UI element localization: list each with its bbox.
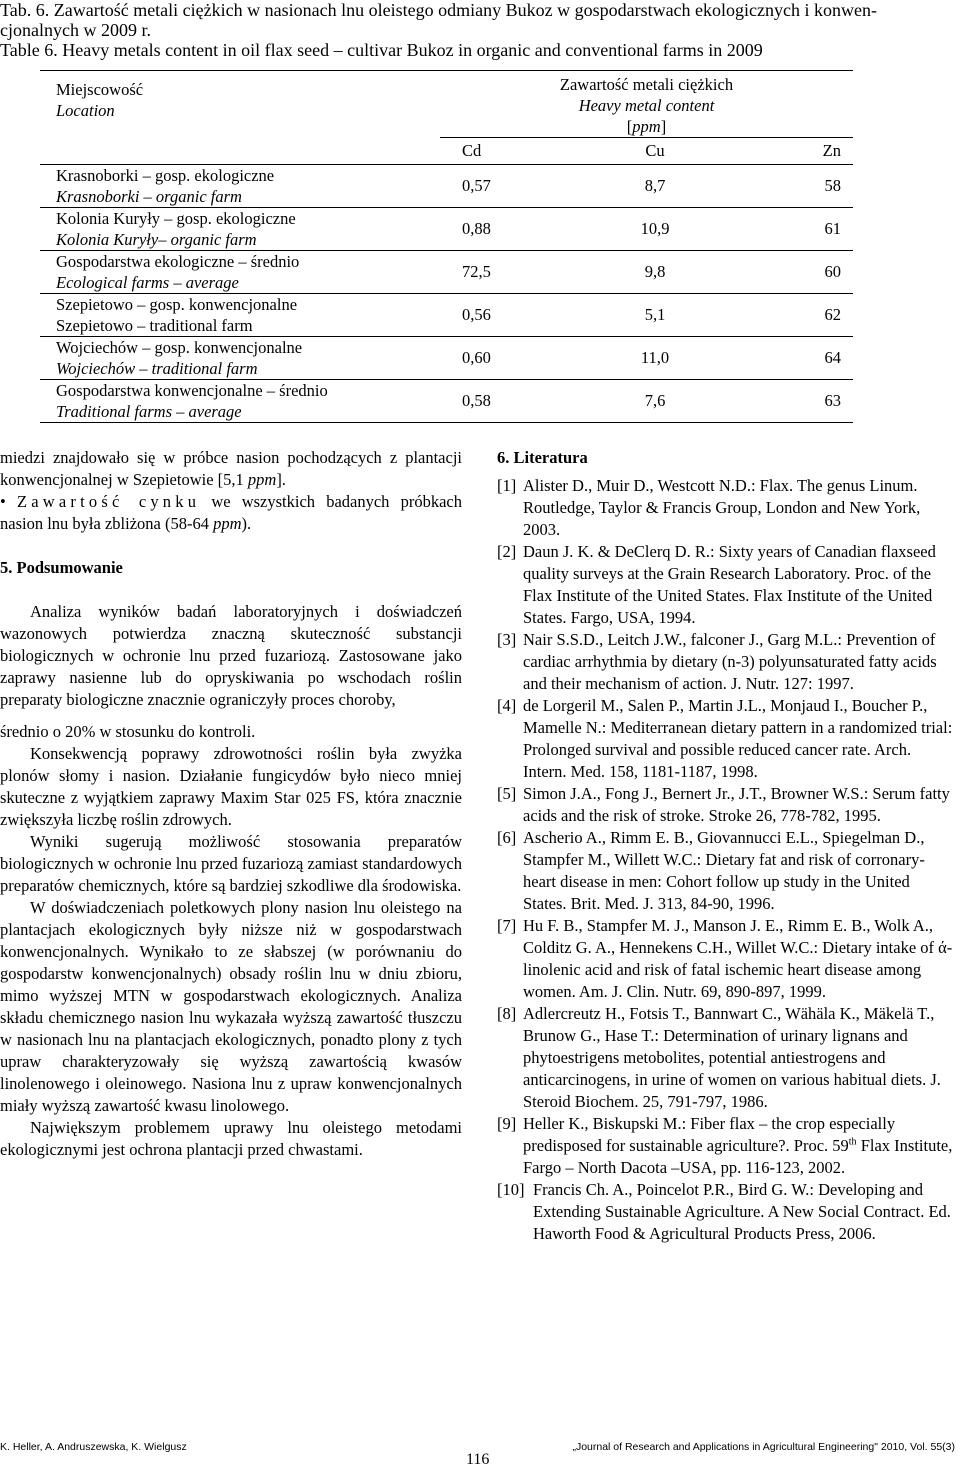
unit-ppm: ppm	[213, 514, 242, 533]
heavy-metals-table	[40, 70, 853, 423]
zn-value: 64	[824, 348, 841, 367]
section-heading-summary: 5. Podsumowanie	[0, 558, 123, 577]
summary-paragraph: W doświadczeniach poletkowych plony nasion lnu oleistego na plantacjach ekologicznych były niższe niż w gospodarstwach konwencjonalnych. Wynikało to ze słabszej (w porównaniu do gospodarstw konwencjonalnych) obsady roślin lnu w dniu zbioru, mimo wyższej MTN w gospodarstwach ekologicznych. Analiza składu chemicznego nasion lnu wykazała wyższą zawartość tłuszczu w nasionach lnu na plantacjach ekologicznych, ponadto plony z tych upraw charakteryzowały się wyższą zawartością kwasów linolenowego i oleinowego. Nasiona lnu z upraw konwencjonalnych miały wyższą zawartość kwasu linolowego.	[0, 898, 462, 1115]
zn-value: 63	[824, 391, 841, 410]
metal-header-en: Heavy metal content	[578, 96, 715, 115]
reference-number: [3]	[497, 630, 517, 649]
cd-value: 0,57	[462, 176, 491, 195]
reference-number: [5]	[497, 784, 517, 803]
reference-text-part: Heller K., Biskupski M.: Fiber flax – the crop especially predisposed for sustainable agriculture?. Proc. 59	[523, 1114, 896, 1155]
reference-item	[497, 475, 955, 541]
cu-value: 8,7	[644, 176, 666, 195]
metal-header-pl: Zawartość metali ciężkich	[559, 75, 734, 94]
cu-value: 7,6	[644, 391, 666, 410]
reference-list	[497, 475, 955, 1245]
reference-item	[497, 629, 955, 695]
zn-value: 60	[824, 262, 841, 281]
continuation-paragraph	[0, 447, 462, 491]
location-en: Krasnoborki – organic farm	[56, 187, 242, 206]
zinc-end: ).	[241, 514, 252, 533]
reference-number: [10]	[497, 1180, 525, 1199]
location-header-pl: Miejscowość	[56, 80, 144, 99]
zinc-text: we wszystkich badanych próbkach nasion lnu była zbliżona (58-64	[0, 492, 462, 533]
footer-authors: K. Heller, A. Andruszewska, K. Wielgusz	[0, 1441, 187, 1453]
cd-value: 0,88	[462, 219, 491, 238]
table-row	[40, 380, 853, 423]
reference-text: Alister D., Muir D., Westcott N.D.: Flax. The genus Linum. Routledge, Taylor & Francis Group, London and New York, 2003.	[523, 476, 921, 539]
reference-number: [8]	[497, 1004, 517, 1023]
reference-number: [7]	[497, 916, 517, 935]
reference-text: Ascherio A., Rimm E. B., Giovannucci E.L., Spiegelman D., Stampfer M., Willett W.C.: Dietary fat and risk of corronary-heart disease in men: Cohort follow up study in the United States. Brit. Med. J. 313, 84-90, 1996.	[523, 828, 925, 913]
location-en: Ecological farms – average	[56, 273, 239, 292]
reference-number: [9]	[497, 1114, 517, 1133]
unit-ppm: ppm	[632, 117, 661, 136]
location-pl: Szepietowo – gosp. konwencjonalne	[56, 295, 298, 314]
caption-polish-line-1: Tab. 6. Zawartość metali ciężkich w nasionach lnu oleistego odmiany Bukoz w gospodarstwach ekologicznych i konwen-	[0, 0, 877, 20]
cd-value: 0,60	[462, 348, 491, 367]
page-number: 116	[466, 1451, 490, 1468]
superscript-th: th	[848, 1136, 857, 1148]
unit-ppm: ppm	[247, 470, 277, 489]
left-column	[0, 447, 462, 1161]
section-heading-literature: 6. Literatura	[497, 448, 588, 467]
summary-paragraph: Wyniki sugerują możliwość stosowania preparatów biologicznych w ochronie lnu przed fuzariozą zamiast standardowych preparatów chemicznych, które są bardziej szkodliwe dla środowiska.	[0, 832, 462, 895]
continuation-end: ].	[276, 470, 286, 489]
table-row	[40, 294, 853, 337]
reference-text: Nair S.S.D., Leitch J.W., falconer J., Garg M.L.: Prevention of cardiac arrhythmia by dietary (n-3) polyunsaturated fatty acids and their mechanism of action. J. Nutr. 127: 1997.	[523, 630, 937, 693]
reference-text: Simon J.A., Fong J., Bernert Jr., J.T., Browner W.S.: Serum fatty acids and the risk of stroke. Stroke 26, 778-782, 1995.	[523, 784, 950, 825]
cu-value: 10,9	[640, 219, 670, 238]
reference-text: Hu F. B., Stampfer M. J., Manson J. E., Rimm E. B., Wolk A., Colditz G. A., Hennekens C.H., Willet W.C.: Dietary intake of ά-linolenic acid and risk of fatal ischemic heart disease among women. Am. J. Clin. Nutr. 69, 890-897, 1999.	[523, 916, 953, 1001]
table-row	[40, 337, 853, 380]
cd-value: 0,58	[462, 391, 491, 410]
right-column	[497, 447, 955, 1245]
location-pl: Gospodarstwa konwencjonalne – średnio	[56, 381, 328, 400]
zinc-bullet	[0, 491, 462, 535]
reference-text	[523, 1113, 955, 1179]
reference-text: Adlercreutz H., Fotsis T., Bannwart C., Wähäla K., Mäkelä T., Brunow G., Hase T.: Determination of urinary lignans and phytoestrigens metobolites, potential antiestrogens and anticarcinogens, in urine of women on various habitual diets. J. Steroid Biochem. 25, 791-797, 1986.	[523, 1004, 941, 1111]
reference-item	[497, 541, 955, 629]
footer-journal: „Journal of Research and Applications in Agricultural Engineering" 2010, Vol. 55(3)	[572, 1441, 955, 1453]
cd-value: 0,56	[462, 305, 491, 324]
summary-paragraph: Konsekwencją poprawy zdrowotności roślin była zwyżka plonów słomy i nasion. Działanie fungicydów było nieco mniej skuteczne z wyjątkiem zaprawy Maxim Star 025 FS, która znacznie zwiększyła liczbę roślin zdrowych.	[0, 744, 462, 829]
reference-number: [1]	[497, 476, 517, 495]
bullet-icon: •	[0, 492, 6, 511]
location-header-en: Location	[56, 101, 115, 120]
table-row	[40, 165, 853, 208]
reference-item	[497, 1179, 955, 1245]
reference-item	[497, 1003, 955, 1113]
zn-value: 61	[824, 219, 841, 238]
summary-paragraph: Analiza wyników badań laboratoryjnych i doświadczeń wazonowych potwierdza znaczną skuteczność substancji biologicznych w ochronie lnu przed fuzariozą. Zastosowane jako zaprawy nasienne lub do opryskiwania po wschodach roślin preparaty biologiczne znacznie ograniczyły proces choroby,	[0, 602, 462, 709]
location-pl: Krasnoborki – gosp. ekologiczne	[56, 166, 275, 185]
location-en: Szepietowo – traditional farm	[56, 316, 253, 335]
cu-value: 9,8	[644, 262, 666, 281]
column-header-cd: Cd	[440, 138, 590, 165]
reference-item	[497, 915, 955, 1003]
unit-label: [ppm]	[626, 117, 667, 136]
reference-item	[497, 695, 955, 783]
location-en: Traditional farms – average	[56, 402, 242, 421]
location-pl: Kolonia Kuryły – gosp. ekologiczne	[56, 209, 296, 228]
reference-item	[497, 1113, 955, 1179]
zn-value: 62	[824, 305, 841, 324]
reference-text: Daun J. K. & DeClerq D. R.: Sixty years of Canadian flaxseed quality surveys at the Grain Research Laboratory. Proc. of the Flax Institute of the United States. Flax Institute of the United States. Fargo, USA, 1994.	[523, 542, 936, 627]
zn-value: 58	[824, 176, 841, 195]
caption-polish-line-2: cjonalnych w 2009 r.	[0, 20, 151, 40]
table-row	[40, 251, 853, 294]
caption-english: Table 6. Heavy metals content in oil flax seed – cultivar Bukoz in organic and conventional farms in 2009	[0, 40, 763, 60]
reference-number: [4]	[497, 696, 517, 715]
location-en: Wojciechów – traditional farm	[56, 359, 258, 378]
metal-content-header	[440, 71, 853, 138]
reference-number: [2]	[497, 542, 517, 561]
zinc-label: Zawartość cynku	[16, 492, 201, 511]
cu-value: 11,0	[640, 348, 670, 367]
summary-paragraph: średnio o 20% w stosunku do kontroli.	[0, 722, 256, 741]
continuation-text: miedzi znajdowało się w próbce nasion pochodzących z plantacji konwencjonalnej w Szepietowie [5,1	[0, 448, 462, 489]
cu-value: 5,1	[644, 305, 666, 324]
column-header-zn: Zn	[720, 138, 853, 165]
summary-paragraph: Największym problemem uprawy lnu oleistego metodami ekologicznymi jest ochrona plantacji przed chwastami.	[0, 1118, 462, 1159]
reference-text: Francis Ch. A., Poincelot P.R., Bird G. W.: Developing and Extending Sustainable Agriculture. A New Social Contract. Ed. Haworth Food & Agricultural Products Press, 2006.	[533, 1180, 951, 1243]
cd-value: 72,5	[462, 262, 491, 281]
reference-item	[497, 783, 955, 827]
location-header	[40, 71, 440, 165]
location-pl: Wojciechów – gosp. konwencjonalne	[56, 338, 303, 357]
reference-item	[497, 827, 955, 915]
reference-number: [6]	[497, 828, 517, 847]
location-en: Kolonia Kuryły– organic farm	[56, 230, 257, 249]
table-row	[40, 208, 853, 251]
reference-text: de Lorgeril M., Salen P., Martin J.L., Monjaud I., Boucher P., Mamelle N.: Mediterranean dietary pattern in a randomized trial: Prolonged survival and possible reduced cancer rate. Arch. Intern. Med. 158, 1181-1187, 1998.	[523, 696, 953, 781]
column-header-cu: Cu	[590, 138, 720, 165]
reference-text-part: Flax Institute, Fargo – North Dacota –USA, pp. 116-123, 2002.	[523, 1136, 953, 1177]
table-caption	[0, 0, 955, 60]
location-pl: Gospodarstwa ekologiczne – średnio	[56, 252, 300, 271]
